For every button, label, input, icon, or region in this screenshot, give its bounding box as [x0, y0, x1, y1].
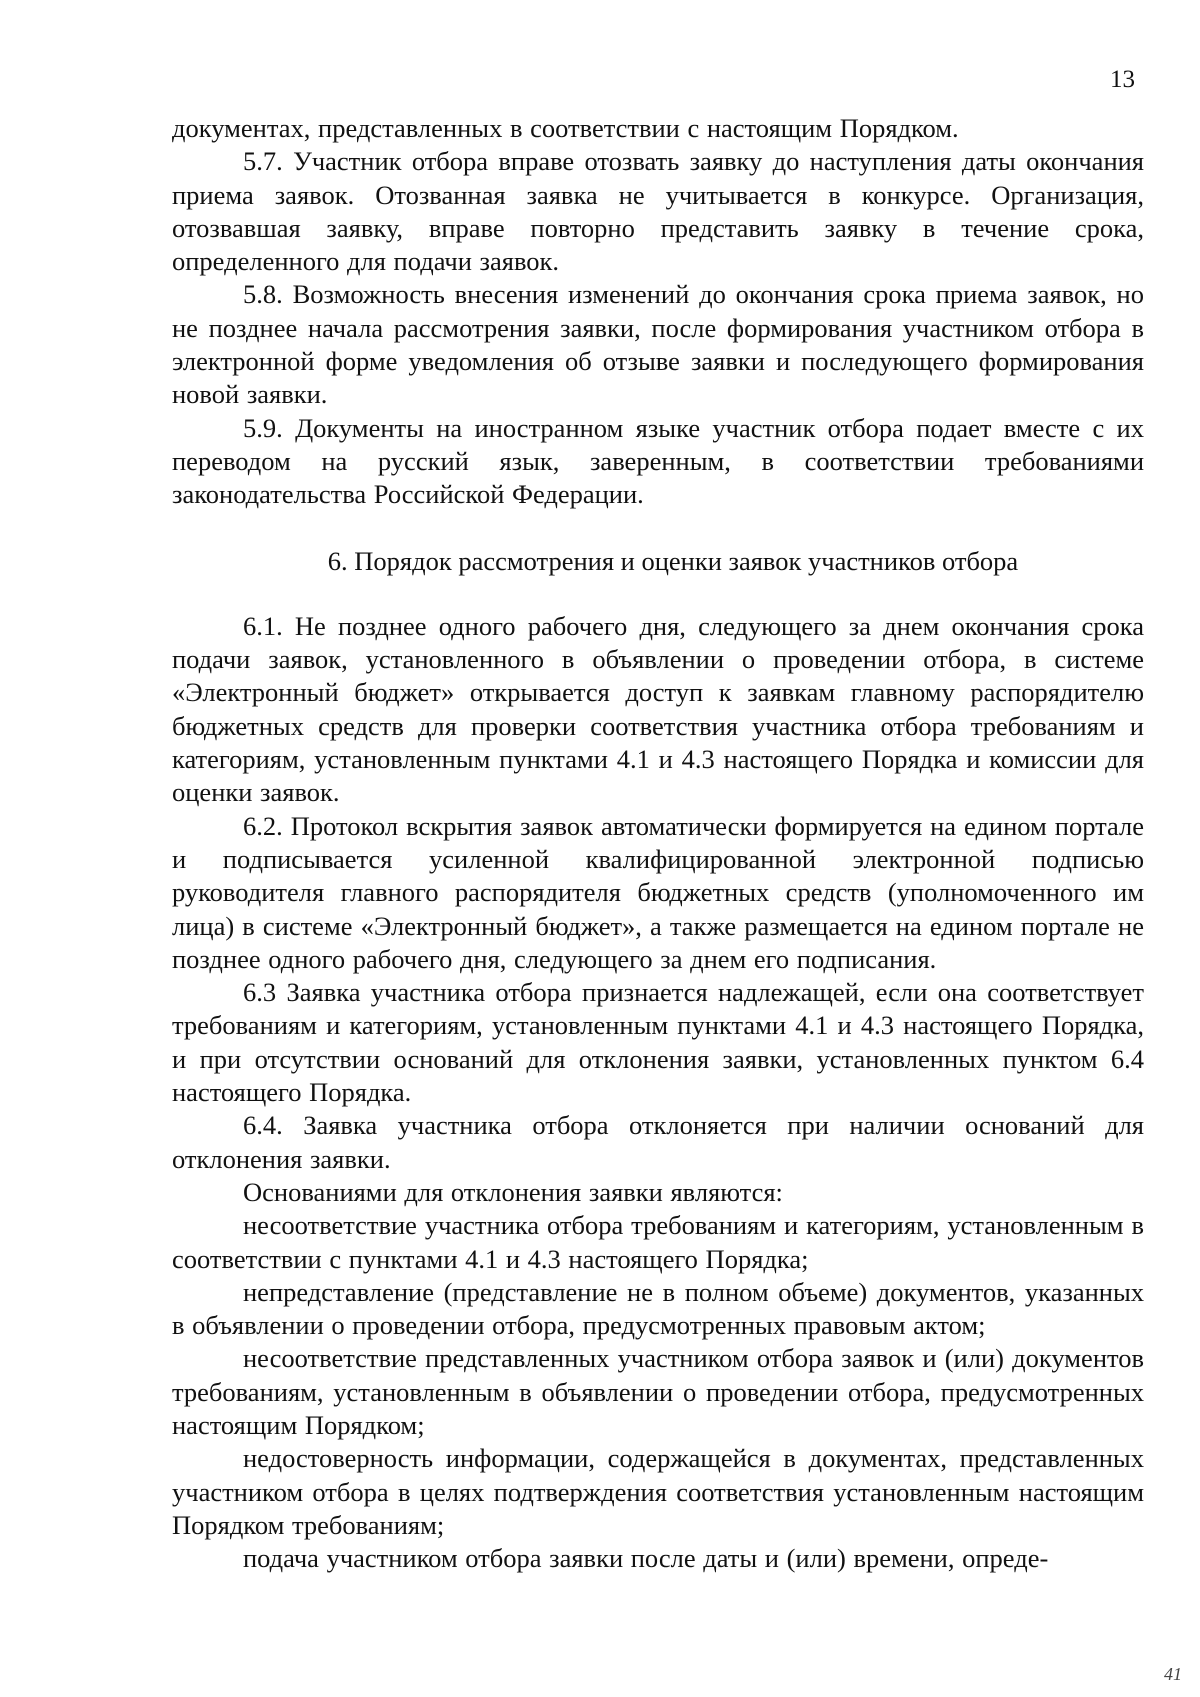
paragraph-ground-4: недостоверность информации, содержащейся в документах, представленных участником отбора в целях подтверждения соответствия установленным настоящим Порядком требованиям;: [172, 1443, 1144, 1540]
paragraph-ground-3: несоответствие представленных участником отбора заявок и (или) документов требованиям, установленным в объявлении о проведении отбора, предусмотренных настоящим Порядком;: [172, 1343, 1144, 1440]
corner-mark: 41: [1164, 1664, 1182, 1684]
paragraph-ground-1: несоответствие участника отбора требованиям и категориям, установленным в соответствии с пунктами 4.1 и 4.3 настоящего Порядка;: [172, 1210, 1144, 1274]
document-body: [172, 112, 1144, 1575]
paragraph-5-7: 5.7. Участник отбора вправе отозвать заявку до наступления даты окончания приема заявок. Отозванная заявка не учитывается в конкурсе. Организация, отозвавшая заявку, вправе повторно представить заявку в течение срока, определенного для подачи заявок.: [172, 146, 1144, 277]
section-heading: 6. Порядок рассмотрения и оценки заявок участников отбора: [327, 545, 1019, 576]
paragraph-6-1: 6.1. Не позднее одного рабочего дня, следующего за днем окончания срока подачи заявок, установленного в объявлении о проведении отбора, в системе «Электронный бюджет» открывается доступ к заявкам главному распорядителю бюджетных средств для проверки соответствия участника отбора требованиям и категориям, установленным пунктами 4.1 и 4.3 настоящего Порядка и комиссии для оценки заявок.: [172, 610, 1144, 808]
paragraph-6-4: 6.4. Заявка участника отбора отклоняется при наличии оснований для отклонения заявки.: [172, 1110, 1144, 1174]
paragraph-ground-2: непредставление (представление не в полном объеме) документов, указанных в объявлении о проведении отбора, предусмотренных правовым актом;: [172, 1276, 1144, 1341]
paragraph-ground-5: подача участником отбора заявки после даты и (или) времени, опреде-: [243, 1543, 1049, 1574]
paragraph-6-2: 6.2. Протокол вскрытия заявок автоматически формируется на едином портале и подписывается усиленной квалифицированной электронной подписью руководителя главного распорядителя бюджетных средств (уполномоченного им лица) в системе «Электронный бюджет», а также размещается на едином портале не позднее одного рабочего дня, следующего за днем его подписания.: [172, 810, 1144, 974]
paragraph-continuation: документах, представленных в соответствии с настоящим Порядком.: [172, 113, 959, 143]
paragraph-grounds-intro: Основаниями для отклонения заявки являются:: [243, 1176, 783, 1207]
paragraph-5-8: 5.8. Возможность внесения изменений до окончания срока приема заявок, но не позднее начала рассмотрения заявки, после формирования участником отбора в электронной форме уведомления об отзыве заявки и последующего формирования новой заявки.: [172, 279, 1144, 410]
paragraph-5-9: 5.9. Документы на иностранном языке участник отбора подает вместе с их переводом на русский язык, заверенным, в соответствии требованиями законодательства Российской Федерации.: [172, 412, 1144, 510]
paragraph-6-3: 6.3 Заявка участника отбора признается надлежащей, если она соответствует требованиям и категориям, установленным пунктами 4.1 и 4.3 настоящего Порядка, и при отсутствии оснований для отклонения заявки, установленных пунктом 6.4 настоящего Порядка.: [172, 977, 1144, 1108]
page-number: 13: [1110, 66, 1135, 93]
